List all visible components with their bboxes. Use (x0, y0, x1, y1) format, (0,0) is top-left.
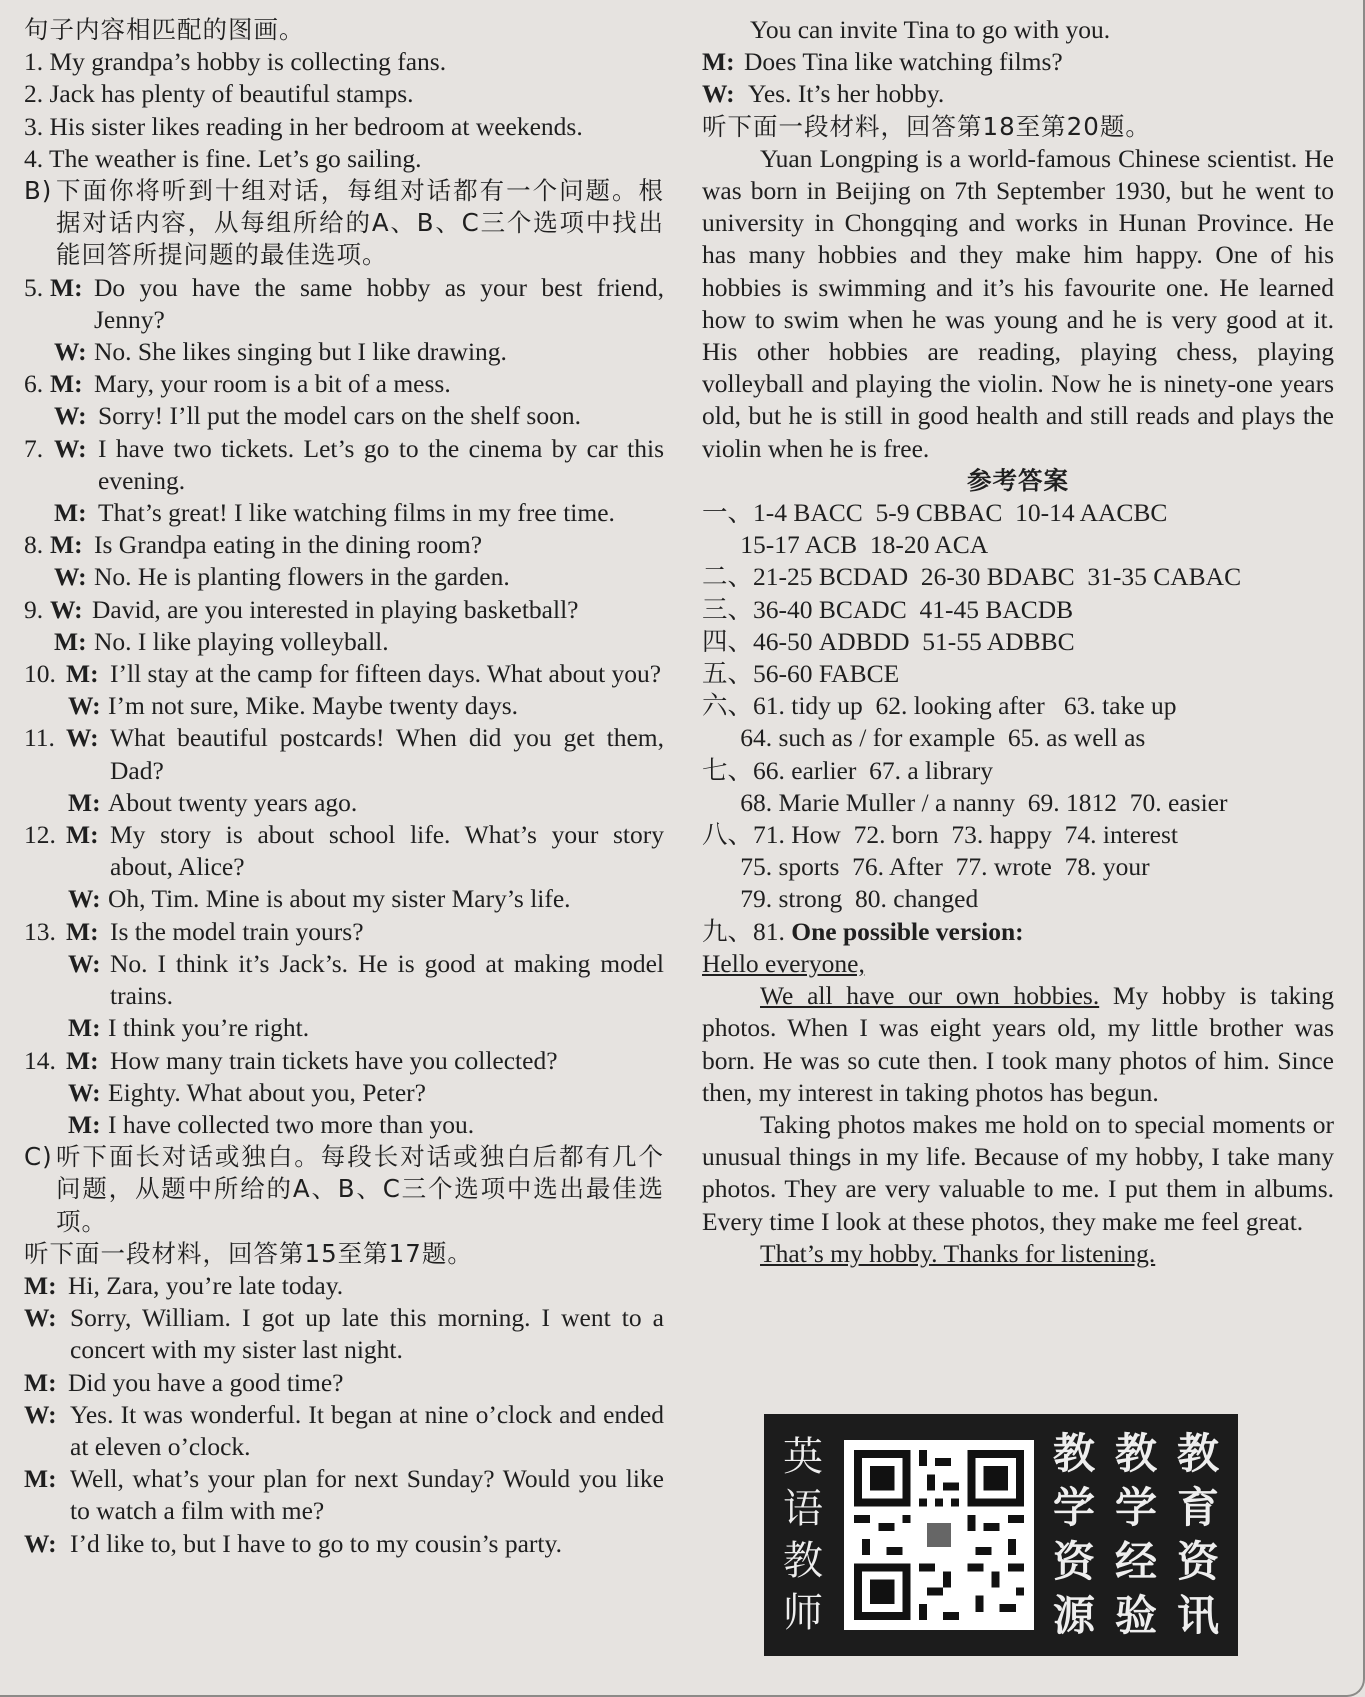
question-15-17-heading: 听下面一段材料，回答第15至第17题。 (24, 1238, 473, 1268)
dialogue-line: M: Well, what’s your plan for next Sunday? Would you like to watch a film with me? (24, 1464, 664, 1526)
dialogue-line: W: No. He is planting flowers in the garden. (54, 562, 510, 592)
dialogue-line: W: Yes. It was wonderful. It began at nine o’clock and ended at eleven o’clock. (24, 1399, 664, 1461)
answer-line: 七、66. earlier 67. a library (702, 755, 994, 785)
dialogue-line: 12. M: My story is about school life. What’s your story about, Alice? (24, 820, 664, 882)
qr-vertical-title: 英 语 教 师 (783, 1434, 823, 1636)
essay-version: One possible version: (791, 916, 1024, 946)
dialogue-line: W: No. She likes singing but I like drawing. (54, 337, 507, 367)
dialogue-line: 14. M: How many train tickets have you collected? (24, 1045, 558, 1075)
sentence-4: 4. The weather is fine. Let’s go sailing. (24, 143, 422, 173)
dialogue-line: 9. W: David, are you interested in playing basketball? (24, 594, 579, 624)
dialogue-line: W: Sorry, William. I got up late this morning. I went to a concert with my sister last night. (24, 1303, 664, 1365)
dialogue-line: W: I’m not sure, Mike. Maybe twenty days. (68, 691, 519, 721)
answer-line: 75. sports 76. After 77. wrote 78. your (702, 852, 1150, 882)
answer-line: 六、61. tidy up 62. looking after 63. take up (702, 691, 1177, 721)
answer-line: 五、56-60 FABCE (702, 659, 900, 689)
dialogue-line: W: Sorry! I’ll put the model cars on the shelf soon. (54, 401, 581, 431)
dialogue-line: M: I think you’re right. (68, 1013, 310, 1043)
section-b-label: B) (24, 176, 53, 206)
dialogue-line: 11. W: What beautiful postcards! When did you get them, Dad? (24, 723, 664, 785)
dialogue-line: M: Does Tina like watching films? (702, 47, 1063, 77)
answer-line: 四、46-50 ADBDD 51-55 ADBBC (702, 626, 1075, 656)
dialogue-line: 7. W: I have two tickets. Let’s go to the cinema by car this evening. (24, 433, 664, 495)
answer-line: 15-17 ACB 18-20 ACA (702, 530, 989, 560)
dialogue-line: M: I have collected two more than you. (68, 1109, 475, 1139)
dialogue-line: 13. M: Is the model train yours? (24, 916, 364, 946)
qr-code-icon[interactable] (844, 1440, 1034, 1630)
dialogue-line: M: About twenty years ago. (68, 787, 358, 817)
answer-line: 68. Marie Muller / a nanny 69. 1812 70. easier (702, 787, 1228, 817)
dialogue-line: W: Oh, Tim. Mine is about my sister Mary’s life. (68, 884, 571, 914)
dialogue-line: W: I’d like to, but I have to go to my cousin’s party. (24, 1528, 562, 1558)
dialogue-line: M: Did you have a good time? (24, 1367, 344, 1397)
dialogue-line: M: Hi, Zara, you’re late today. (24, 1270, 344, 1300)
dialogue-line: M: That’s great! I like watching films in my free time. (54, 498, 615, 528)
answer-line: 二、21-25 BCDAD 26-30 BDABC 31-35 CABAC (702, 562, 1242, 592)
section-c-label: C) (24, 1142, 53, 1172)
answer-line: 79. strong 80. changed (702, 884, 979, 914)
essay-label: 九、81. (702, 916, 785, 946)
dialogue-line: 10. M: I’ll stay at the camp for fifteen days. What about you? (24, 659, 662, 689)
sentence-3: 3. His sister likes reading in her bedroom at weekends. (24, 111, 583, 141)
answer-line: 一、1-4 BACC 5-9 CBBAC 10-14 AACBC (702, 498, 1168, 528)
dialogue-line: W: No. I think it’s Jack’s. He is good at making model trains. (68, 948, 664, 1011)
answer-line: 64. such as / for example 65. as well as (702, 723, 1146, 753)
essay-heading (702, 916, 1334, 948)
section-b-text: 下面你将听到十组对话，每组对话都有一个问题。根据对话内容，从每组所给的A、B、C三个选项中找出能回答所提问题的最佳选项。 (56, 176, 664, 270)
essay-paragraph-2: Taking photos makes me hold on to special moments or unusual things in my life. Because of my hobby, I take many photos. They are very valuable to me. I put them in albums. Every time I look at these photos, they make me feel great. (702, 1109, 1334, 1236)
essay-paragraph-1: We all have our own hobbies. My hobby is taking photos. When I was eight years old, my little brother was born. He was so cute then. I took many photos of him. Since then, my interest in taking photos has begun. (702, 981, 1334, 1107)
dialogue-line: 5. M: Do you have the same hobby as your best friend, Jenny? (24, 272, 664, 334)
answer-line: 三、36-40 BCADC 41-45 BACDB (702, 594, 1074, 624)
dialogue-line: W: Yes. It’s her hobby. (702, 79, 945, 109)
essay-greeting: Hello everyone, (702, 948, 865, 978)
essay-topic-sentence: We all have our own hobbies. (760, 981, 1100, 1011)
essay-ending: That’s my hobby. Thanks for listening. (760, 1238, 1156, 1268)
dialogue-line: 8. M: Is Grandpa eating in the dining room? (24, 530, 483, 560)
qr-promo-box (764, 1414, 1238, 1656)
question-18-20-heading: 听下面一段材料，回答第18至第20题。 (702, 111, 1151, 141)
dialogue-line: 6. M: Mary, your room is a bit of a mess. (24, 369, 451, 399)
section-b-instructions (24, 175, 664, 272)
continued-line: You can invite Tina to go with you. (750, 15, 1111, 44)
qr-side-labels: 教 学 资 源 教 学 经 验 教 育 资 讯 (1052, 1429, 1219, 1640)
answer-line: 八、71. How 72. born 73. happy 74. interest (702, 820, 1178, 850)
right-column (702, 14, 1334, 1270)
dialogue-line: W: Eighty. What about you, Peter? (68, 1077, 426, 1107)
intro-line: 句子内容相匹配的图画。 (24, 15, 305, 44)
section-c-instructions (24, 1141, 664, 1238)
sentence-2: 2. Jack has plenty of beautiful stamps. (24, 79, 414, 109)
answer-key (702, 497, 1334, 916)
left-column (24, 14, 664, 1560)
dialogue-line: M: No. I like playing volleyball. (54, 626, 389, 656)
section-c-text: 听下面长对话或独白。每段长对话或独白后都有几个问题，从题中所给的A、B、C三个选项中选出最佳选项。 (56, 1142, 664, 1236)
yuan-longping-passage: Yuan Longping is a world-famous Chinese scientist. He was born in Beijing on 7th September 1930, but he went to university in Chongqing and works in Hunan Province. He has many hobbies and they make him happy. One of his hobbies is swimming and it’s his favourite one. He learned how to swim when he was young and he is very good at it. His other hobbies are reading, playing chess, playing volleyball and playing the violin. Now he is ninety-one years old, but he is still in good health and still reads and plays the violin when he is free. (702, 143, 1334, 463)
long-dialogue (24, 1270, 664, 1560)
sentence-1: 1. My grandpa’s hobby is collecting fans. (24, 47, 447, 77)
answers-title: 参考答案 (967, 465, 1069, 495)
dialogue-list (24, 272, 664, 1141)
